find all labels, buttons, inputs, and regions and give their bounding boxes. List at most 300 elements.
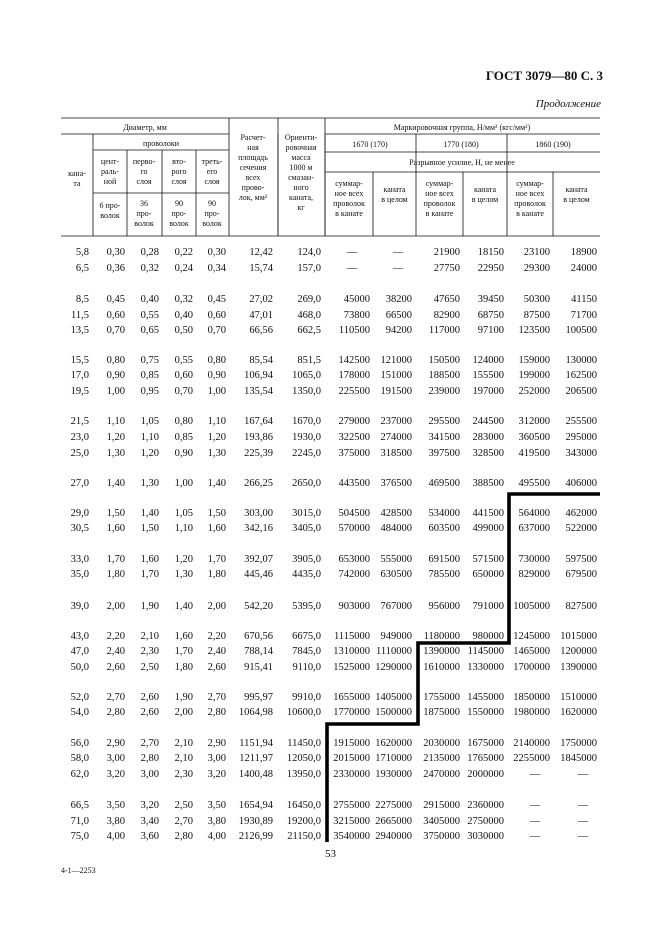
table-cell: 2,00 xyxy=(207,601,226,612)
mass-header: масса xyxy=(291,153,311,162)
rope-diameter-cell: 66,5 xyxy=(70,800,89,811)
table-cell: 376500 xyxy=(380,478,412,489)
table-cell: 10600,0 xyxy=(286,707,321,718)
table-cell: 1,10 xyxy=(174,523,193,534)
table-cell: 124,0 xyxy=(297,247,321,258)
table-cell: 1875000 xyxy=(423,707,460,718)
table-cell: 47,01 xyxy=(249,310,273,321)
table-cell: 1750000 xyxy=(560,738,597,749)
table-cell: 2,20 xyxy=(207,631,226,642)
area-header: прово- xyxy=(241,183,265,192)
second-layer-header: вто- xyxy=(172,157,186,166)
table-cell: 9910,0 xyxy=(292,692,321,703)
table-cell: 2330000 xyxy=(333,769,370,780)
table-cell: 555000 xyxy=(380,554,412,565)
table-cell: 1390000 xyxy=(560,662,597,673)
table-cell: 3015,0 xyxy=(292,508,321,519)
table-cell: 1675000 xyxy=(467,738,504,749)
table-cell: 428500 xyxy=(380,508,412,519)
second-layer-header: рого xyxy=(171,167,187,176)
force-header: Разрывное усилие, Н, не менее xyxy=(409,158,515,167)
table-cell: 1115000 xyxy=(334,631,370,642)
table-cell: 1670,0 xyxy=(292,416,321,427)
table-cell: 3405000 xyxy=(423,816,460,827)
table-cell: 1065,0 xyxy=(292,370,321,381)
table-cell: 445,46 xyxy=(244,569,273,580)
third-layer-header: слоя xyxy=(204,177,220,186)
table-cell: 1465000 xyxy=(513,646,550,657)
table-cell: 3,80 xyxy=(207,816,226,827)
table-cell: 3,20 xyxy=(106,769,125,780)
continuation-label: Продолжение xyxy=(535,98,601,110)
table-cell: 397500 xyxy=(428,448,460,459)
table-cell: 1,60 xyxy=(174,631,193,642)
table-cell: 0,70 xyxy=(207,325,226,336)
table-cell: 785500 xyxy=(428,569,460,580)
table-cell: 504500 xyxy=(338,508,370,519)
sum-wires-header: суммар- xyxy=(425,179,454,188)
table-cell: 110500 xyxy=(338,325,370,336)
table-cell: 392,07 xyxy=(244,554,273,565)
table-cell: 0,80 xyxy=(174,416,193,427)
table-cell: 1310000 xyxy=(333,646,370,657)
table-cell: 0,80 xyxy=(207,355,226,366)
table-cell: 2940000 xyxy=(375,831,412,842)
table-cell: 462000 xyxy=(565,508,597,519)
table-cell: 0,32 xyxy=(174,294,193,305)
table-cell: 3,20 xyxy=(207,769,226,780)
table-cell: 11450,0 xyxy=(287,738,321,749)
sum-wires-header: ное всех xyxy=(425,189,454,198)
table-cell: 1,60 xyxy=(106,523,125,534)
table-cell: 18900 xyxy=(570,247,597,258)
table-cell: 915,41 xyxy=(244,662,273,673)
mass-header: ровочная xyxy=(285,143,317,152)
rope-diameter-cell: 39,0 xyxy=(70,601,89,612)
table-cell: 2,80 xyxy=(106,707,125,718)
table-cell: 851,5 xyxy=(297,355,321,366)
table-cell: 1330000 xyxy=(467,662,504,673)
table-cell: 1,70 xyxy=(207,554,226,565)
table-cell: 522000 xyxy=(565,523,597,534)
table-cell: 18150 xyxy=(477,247,504,258)
sum-wires-header: ное всех xyxy=(334,189,364,198)
table-cell: 199000 xyxy=(518,370,550,381)
table-cell: 980000 xyxy=(472,631,504,642)
table-cell: 484000 xyxy=(380,523,412,534)
table-cell: 443500 xyxy=(338,478,370,489)
table-cell: — xyxy=(529,800,541,811)
table-cell: 4,00 xyxy=(106,831,125,842)
table-cell: 255500 xyxy=(565,416,597,427)
table-cell: 124000 xyxy=(472,355,504,366)
table-cell: 244500 xyxy=(472,416,504,427)
table-cell: 406000 xyxy=(565,478,597,489)
rope-diameter-cell: 21,5 xyxy=(70,416,89,427)
table-cell: 135,54 xyxy=(244,386,273,397)
table-cell: 123500 xyxy=(518,325,550,336)
rope-diameter-cell: 58,0 xyxy=(70,753,89,764)
table-cell: — xyxy=(346,247,358,258)
standard-header: ГОСТ 3079—80 С. 3 xyxy=(485,68,603,83)
table-cell: 0,24 xyxy=(174,263,193,274)
table-cell: 670,56 xyxy=(244,631,273,642)
table-cell: 295000 xyxy=(565,432,597,443)
rope-diameter-cell: 29,0 xyxy=(70,508,89,519)
table-cell: 1654,94 xyxy=(238,800,273,811)
table-cell: — xyxy=(577,800,589,811)
mass-header: ного xyxy=(293,183,309,192)
table-cell: 0,65 xyxy=(140,325,159,336)
table-cell: 2000000 xyxy=(467,769,504,780)
first-layer-sub: волок xyxy=(100,211,120,220)
sum-wires-header: в канате xyxy=(516,209,544,218)
table-cell: 1,40 xyxy=(140,508,159,519)
table-cell: 97100 xyxy=(477,325,504,336)
table-cell: 29300 xyxy=(523,263,550,274)
mass-header: кг xyxy=(297,203,305,212)
table-cell: 41150 xyxy=(571,294,597,305)
table-cell: 328500 xyxy=(472,448,504,459)
rope-diameter-cell: 13,5 xyxy=(70,325,89,336)
rope-diameter-cell: 56,0 xyxy=(70,738,89,749)
table-cell: 1405000 xyxy=(375,692,412,703)
table-cell: — xyxy=(529,831,541,842)
table-cell: 206500 xyxy=(565,386,597,397)
table-cell: 94200 xyxy=(385,325,412,336)
table-cell: 571500 xyxy=(472,554,504,565)
table-cell: 1930000 xyxy=(375,769,412,780)
table-cell: 121000 xyxy=(380,355,412,366)
table-cell: 2,60 xyxy=(106,662,125,673)
table-cell: 2,20 xyxy=(106,631,125,642)
table-cell: 73800 xyxy=(343,310,370,321)
table-cell: 191500 xyxy=(380,386,412,397)
table-cell: 3540000 xyxy=(333,831,370,842)
whole-rope-header: в целом xyxy=(381,195,408,204)
table-cell: 0,34 xyxy=(207,263,226,274)
table-cell: 3,50 xyxy=(207,800,226,811)
rope-diameter-cell: 6,5 xyxy=(75,263,89,274)
table-cell: 1,30 xyxy=(140,478,159,489)
table-cell: 5395,0 xyxy=(292,601,321,612)
table-cell: 225,39 xyxy=(244,448,273,459)
third-layer-sub: 90 xyxy=(208,199,216,208)
rope-diameter-cell: 19,5 xyxy=(70,386,89,397)
table-cell: 1,90 xyxy=(174,692,193,703)
table-cell: 903000 xyxy=(338,601,370,612)
table-cell: 0,40 xyxy=(174,310,193,321)
table-cell: 9110,0 xyxy=(292,662,321,673)
table-cell: 4435,0 xyxy=(292,569,321,580)
table-cell: 1710000 xyxy=(375,753,412,764)
table-cell: 1610000 xyxy=(423,662,460,673)
table-cell: 1,90 xyxy=(140,601,159,612)
center-wire-header: раль- xyxy=(101,167,119,176)
table-cell: 0,70 xyxy=(106,325,125,336)
table-cell: 12,42 xyxy=(249,247,273,258)
table-cell: 178000 xyxy=(338,370,370,381)
table-cell: 2,80 xyxy=(140,753,159,764)
table-cell: 2,10 xyxy=(174,753,193,764)
table-cell: 468,0 xyxy=(297,310,321,321)
table-cell: 650000 xyxy=(472,569,504,580)
sum-wires-header: в канате xyxy=(425,209,454,218)
table-cell: 1211,97 xyxy=(239,753,273,764)
table-cell: 1,30 xyxy=(207,448,226,459)
table-cell: 1,70 xyxy=(106,554,125,565)
table-cell: 312000 xyxy=(518,416,550,427)
table-cell: 360500 xyxy=(518,432,550,443)
table-cell: 534000 xyxy=(428,508,460,519)
table-cell: 2,80 xyxy=(174,831,193,842)
table-cell: 0,95 xyxy=(140,386,159,397)
table-cell: 1500000 xyxy=(375,707,412,718)
table-cell: 159000 xyxy=(518,355,550,366)
table-cell: 303,00 xyxy=(244,508,273,519)
sum-wires-header: в канате xyxy=(335,209,363,218)
rope-diameter-cell: 5,8 xyxy=(75,247,89,258)
table-cell: 318500 xyxy=(380,448,412,459)
table-cell: 2,80 xyxy=(207,707,226,718)
first-layer-header: перво- xyxy=(132,157,156,166)
table-cell: 269,0 xyxy=(297,294,321,305)
whole-rope-header: в целом xyxy=(471,195,499,204)
table-cell: 0,80 xyxy=(106,355,125,366)
table-cell: 2915000 xyxy=(423,800,460,811)
table-cell: 1915000 xyxy=(333,738,370,749)
table-cell: 27,02 xyxy=(249,294,273,305)
table-cell: 827500 xyxy=(565,601,597,612)
first-layer-header: го xyxy=(140,167,148,176)
second-layer-sub: волок xyxy=(134,219,154,228)
rope-diameter-cell: 23,0 xyxy=(70,432,89,443)
table-cell: 1390000 xyxy=(423,646,460,657)
table-cell: 0,50 xyxy=(174,325,193,336)
table-cell: 252000 xyxy=(518,386,550,397)
table-cell: 3,00 xyxy=(140,769,159,780)
table-cell: 2,10 xyxy=(140,631,159,642)
table-cell: 1,70 xyxy=(140,569,159,580)
table-cell: 197000 xyxy=(472,386,504,397)
table-cell: 47650 xyxy=(433,294,460,305)
table-cell: 68750 xyxy=(477,310,504,321)
table-cell: 1064,98 xyxy=(238,707,273,718)
table-cell: 0,85 xyxy=(174,432,193,443)
rope-diameter-cell: 30,5 xyxy=(70,523,89,534)
table-cell: 106,94 xyxy=(244,370,273,381)
table-cell: 239000 xyxy=(428,386,460,397)
center-wire-header: цент- xyxy=(100,157,120,166)
table-cell: 1290000 xyxy=(375,662,412,673)
table-cell: 3905,0 xyxy=(292,554,321,565)
table-cell: 87500 xyxy=(523,310,550,321)
first-layer-header: слоя xyxy=(136,177,152,186)
rope-diameter-cell: 35,0 xyxy=(70,569,89,580)
table-cell: 0,45 xyxy=(207,294,226,305)
table-cell: 1755000 xyxy=(423,692,460,703)
rope-diameter-cell: 62,0 xyxy=(70,769,89,780)
area-header: всех xyxy=(245,173,261,182)
whole-rope-header: каната xyxy=(565,185,588,194)
table-cell: 2275000 xyxy=(375,800,412,811)
table-cell: 7845,0 xyxy=(292,646,321,657)
table-cell: 150500 xyxy=(428,355,460,366)
rope-diameter-cell: 71,0 xyxy=(70,816,89,827)
table-cell: 21150,0 xyxy=(287,831,321,842)
table-cell: 1200000 xyxy=(560,646,597,657)
table-cell: 0,32 xyxy=(140,263,159,274)
table-cell: 1770000 xyxy=(333,707,370,718)
table-cell: — xyxy=(529,816,541,827)
third-layer-sub: волок xyxy=(169,219,189,228)
table-cell: 691500 xyxy=(428,554,460,565)
mass-header: Ориенти- xyxy=(284,133,318,142)
table-cell: 388500 xyxy=(472,478,504,489)
table-cell: — xyxy=(577,831,589,842)
table-cell: 2,00 xyxy=(106,601,125,612)
table-cell: 2,30 xyxy=(174,769,193,780)
area-header: Расчет- xyxy=(240,133,266,142)
table-cell: 469500 xyxy=(428,478,460,489)
whole-rope-header: в целом xyxy=(563,195,590,204)
table-cell: 2,60 xyxy=(140,707,159,718)
whole-rope-header: каната xyxy=(473,185,497,194)
table-cell: 2245,0 xyxy=(292,448,321,459)
table-cell: 3,20 xyxy=(140,800,159,811)
table-cell: 499000 xyxy=(472,523,504,534)
table-cell: — xyxy=(577,769,589,780)
rope-diameter-cell: 17,0 xyxy=(70,370,89,381)
table-cell: — xyxy=(577,816,589,827)
table-cell: 1,05 xyxy=(140,416,159,427)
sum-wires-header: ное всех xyxy=(515,189,545,198)
grade-header: Маркировочная группа, Н/мм² (кгс/мм²) xyxy=(393,123,531,132)
table-cell: 1110000 xyxy=(376,646,412,657)
third-layer-sub: про- xyxy=(204,209,220,218)
table-cell: 2,90 xyxy=(207,738,226,749)
table-cell: 653000 xyxy=(338,554,370,565)
table-cell: 225500 xyxy=(338,386,370,397)
table-cell: 117000 xyxy=(428,325,460,336)
table-cell: 637000 xyxy=(518,523,550,534)
center-wire-header: ной xyxy=(103,177,117,186)
table-cell: 2,60 xyxy=(207,662,226,673)
diameter-header: Диаметр, мм xyxy=(123,123,167,132)
table-cell: 1850000 xyxy=(513,692,550,703)
table-cell: 2,70 xyxy=(174,816,193,827)
table-cell: 564000 xyxy=(518,508,550,519)
table-cell: 0,55 xyxy=(174,355,193,366)
table-cell: 66500 xyxy=(385,310,412,321)
table-cell: 2015000 xyxy=(333,753,370,764)
table-cell: 742000 xyxy=(338,569,370,580)
table-cell: 193,86 xyxy=(244,432,273,443)
table-cell: — xyxy=(392,247,404,258)
table-cell: 1005000 xyxy=(513,601,550,612)
grade-1860: 1860 (190) xyxy=(535,140,571,149)
third-layer-sub: про- xyxy=(171,209,187,218)
rope-diameter-cell: 47,0 xyxy=(70,646,89,657)
table-cell: 1700000 xyxy=(513,662,550,673)
table-cell: 2755000 xyxy=(333,800,370,811)
sum-wires-header: проволок xyxy=(514,199,546,208)
table-cell: 2255000 xyxy=(513,753,550,764)
table-cell: 1980000 xyxy=(513,707,550,718)
table-cell: 767000 xyxy=(380,601,412,612)
table-cell: 0,30 xyxy=(207,247,226,258)
table-cell: 3030000 xyxy=(467,831,504,842)
table-cell: 1180000 xyxy=(423,631,460,642)
table-cell: 1151,94 xyxy=(239,738,273,749)
sum-wires-header: суммар- xyxy=(516,179,544,188)
table-cell: 1,80 xyxy=(174,662,193,673)
table-cell: 0,28 xyxy=(140,247,159,258)
table-cell: 419500 xyxy=(518,448,550,459)
table-cell: 155500 xyxy=(472,370,504,381)
table-cell: 788,14 xyxy=(244,646,273,657)
table-cell: 3405,0 xyxy=(292,523,321,534)
table-cell: 1145000 xyxy=(467,646,504,657)
table-cell: 23100 xyxy=(523,247,550,258)
table-cell: 266,25 xyxy=(244,478,273,489)
table-cell: 1,20 xyxy=(106,432,125,443)
table-cell: 0,60 xyxy=(174,370,193,381)
table-cell: 279000 xyxy=(338,416,370,427)
second-layer-sub: про- xyxy=(136,209,152,218)
area-header: сечения xyxy=(239,163,267,172)
table-cell: 542,20 xyxy=(244,601,273,612)
rope-diameter-cell: 75,0 xyxy=(70,831,89,842)
table-cell: 0,85 xyxy=(140,370,159,381)
table-cell: 375000 xyxy=(338,448,370,459)
table-cell: 0,70 xyxy=(174,386,193,397)
table-cell: 0,45 xyxy=(106,294,125,305)
third-layer-sub: волок xyxy=(202,219,222,228)
table-cell: 237000 xyxy=(380,416,412,427)
table-cell: — xyxy=(529,769,541,780)
table-cell: 1,60 xyxy=(140,554,159,565)
table-cell: 1620000 xyxy=(560,707,597,718)
table-cell: 2,70 xyxy=(140,738,159,749)
table-cell: 2,70 xyxy=(106,692,125,703)
sum-wires-header: проволок xyxy=(423,199,456,208)
table-cell: 1,00 xyxy=(174,478,193,489)
first-layer-sub: 6 про- xyxy=(99,201,121,210)
table-cell: 2140000 xyxy=(513,738,550,749)
table-cell: 24000 xyxy=(570,263,597,274)
table-cell: 1,50 xyxy=(140,523,159,534)
table-cell: 1,10 xyxy=(207,416,226,427)
rope-diameter-cell: 8,5 xyxy=(75,294,89,305)
table-cell: 342,16 xyxy=(244,523,273,534)
table-cell: 295500 xyxy=(428,416,460,427)
table-cell: 82900 xyxy=(433,310,460,321)
table-cell: 1,80 xyxy=(106,569,125,580)
table-cell: 3,00 xyxy=(207,753,226,764)
second-layer-sub: 36 xyxy=(140,199,148,208)
table-cell: 1525000 xyxy=(333,662,370,673)
third-layer-header: его xyxy=(206,167,218,176)
table-cell: 50300 xyxy=(523,294,550,305)
rope-header: кана- xyxy=(68,169,86,178)
table-cell: — xyxy=(346,263,358,274)
table-cell: 1,10 xyxy=(140,432,159,443)
table-cell: 1,40 xyxy=(174,601,193,612)
table-cell: 341500 xyxy=(428,432,460,443)
table-cell: 1245000 xyxy=(513,631,550,642)
table-cell: 27750 xyxy=(433,263,460,274)
